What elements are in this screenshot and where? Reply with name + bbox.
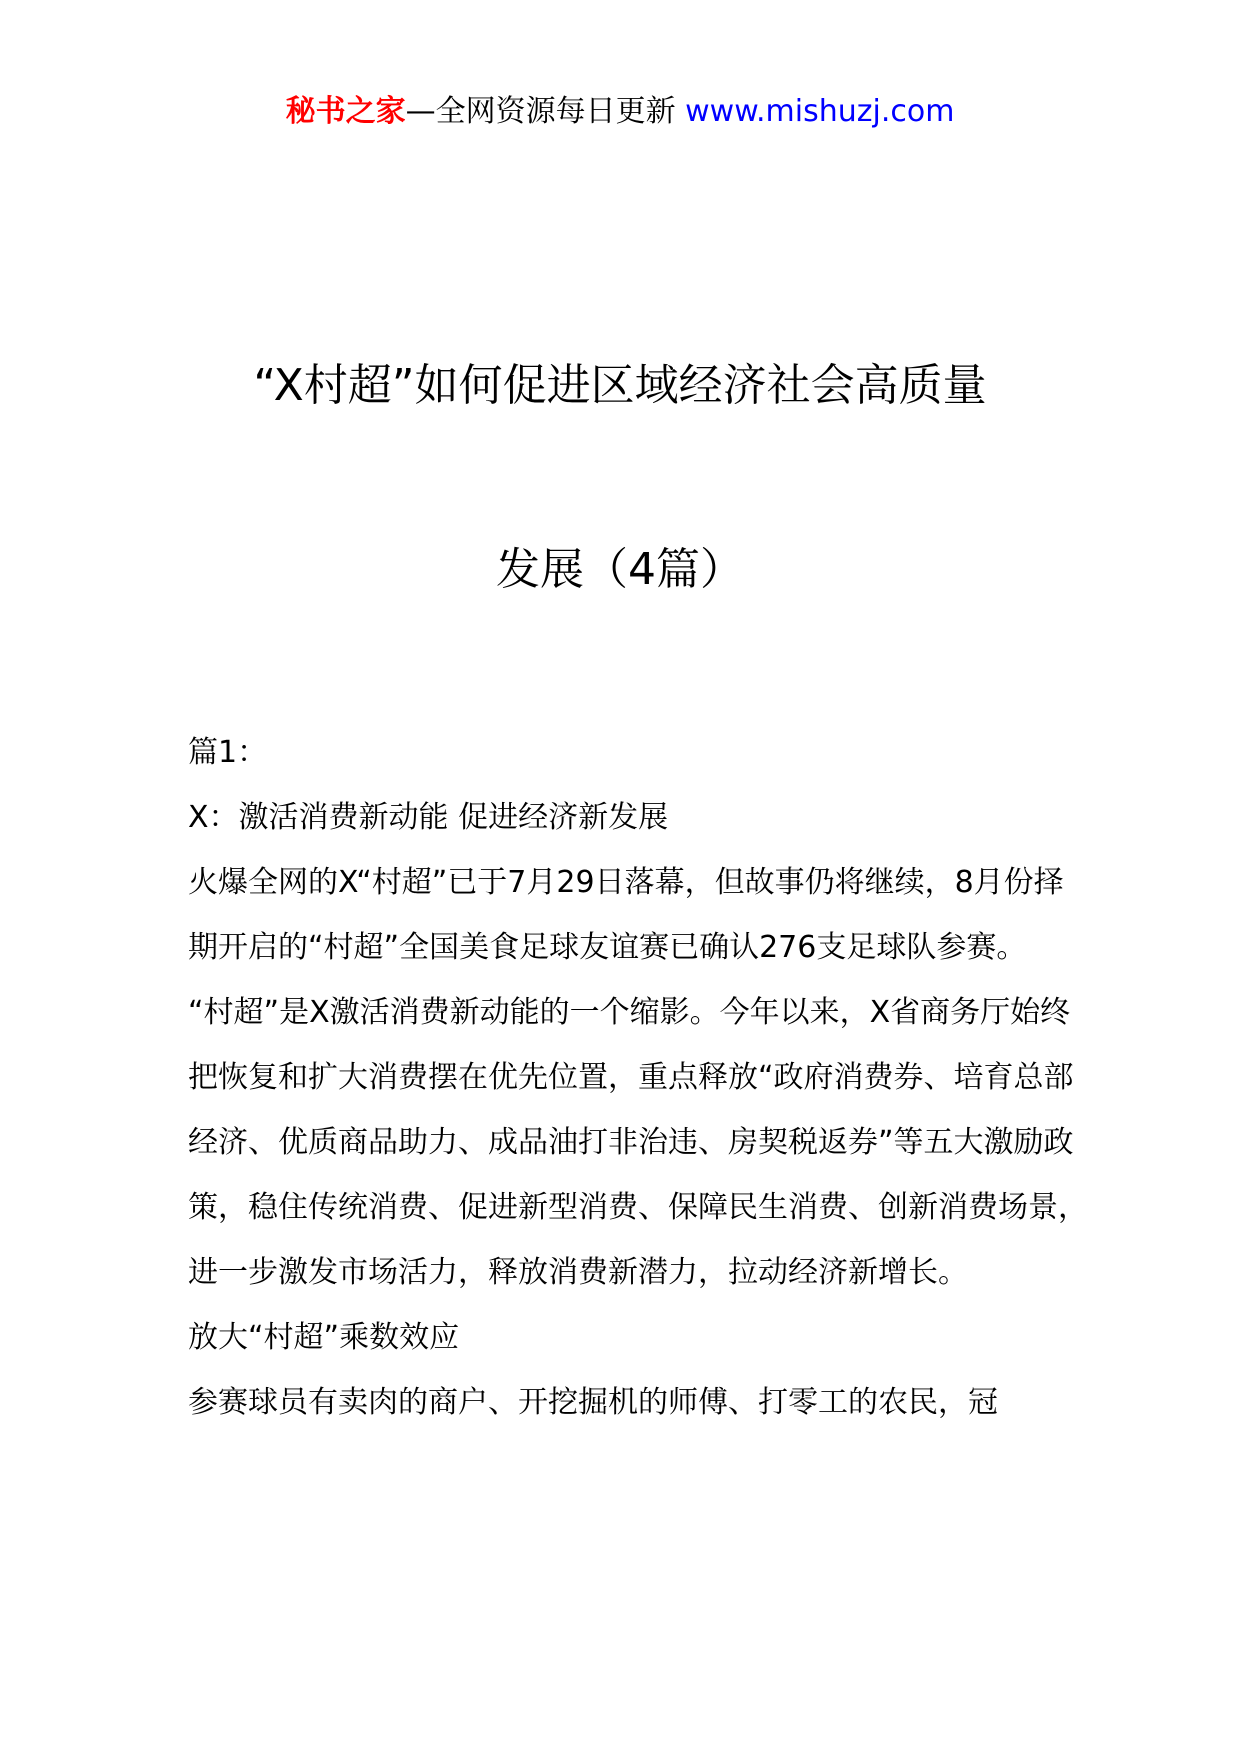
body-paragraph: 火爆全网的X“村超”已于7月29日落幕，但故事仍将继续，8月份择期开启的“村超”全国美食足球友谊赛已确认276支足球队参赛。 <box>188 865 1064 965</box>
header-tagline: —全网资源每日更新 <box>405 94 686 129</box>
body-paragraph: “村超”是X激活消费新动能的一个缩影。今年以来，X省商务厅始终把恢复和扩大消费摆在优先位置，重点释放“政府消费券、培育总部经济、优质商品助力、成品油打非治违、房契税返券”等五大激励政策，稳住传统消费、促进新型消费、保障民生消费、创新消费场景，进一步激发市场活力，释放消费新潜力，拉动经济新增长。 <box>188 995 1088 1290</box>
section-heading: X：激活消费新动能 促进经济新发展 <box>188 800 669 835</box>
site-url-link[interactable]: www.mishuzj.com <box>685 94 955 129</box>
body-paragraph: 参赛球员有卖肉的商户、开挖掘机的师傅、打零工的农民，冠 <box>188 1385 998 1420</box>
subheading: 放大“村超”乘数效应 <box>188 1320 460 1355</box>
page-header <box>0 92 1240 132</box>
document-title-line-1: “X村超”如何促进区域经济社会高质量 <box>253 360 987 411</box>
document-body <box>188 720 1088 1435</box>
brand-name: 秘书之家 <box>285 94 406 129</box>
document-title-line-2: 发展（4篇） <box>496 544 744 595</box>
section-label: 篇1： <box>188 735 268 770</box>
